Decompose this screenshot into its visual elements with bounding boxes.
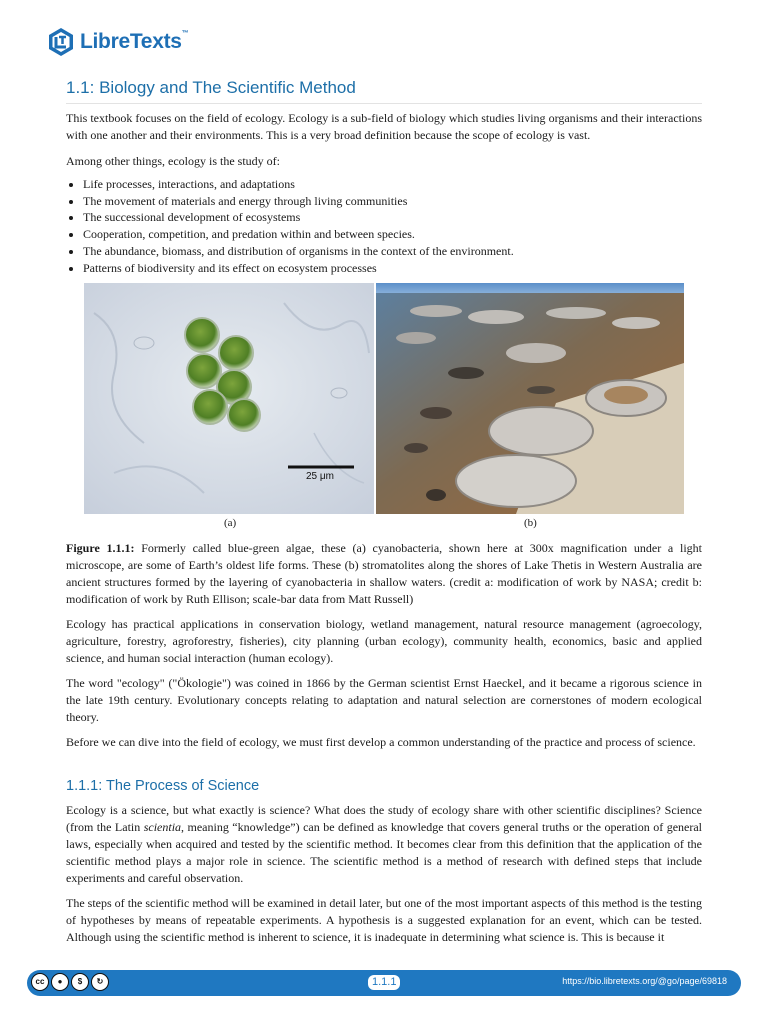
- list-item: • Cooperation, competition, and predation within and between species.: [83, 226, 702, 243]
- cc-license-badge[interactable]: [31, 973, 111, 991]
- figure-label-a: (a): [224, 517, 237, 530]
- attribution-icon: ●: [51, 973, 69, 991]
- ecology-topics-list: [66, 176, 702, 276]
- scale-bar-label: 25 μm: [306, 471, 334, 483]
- applications-paragraph: Ecology has practical applications in conservation biology, wetland management, natural resource management (agroecology, agriculture, forestry, agroforestry, fisheries), city planning (urban ecology), community health, economics, basic and applied science, and human social interaction (human ecology).: [66, 617, 702, 666]
- scientific-method-paragraph: The steps of the scientific method will be examined in detail later, but one of the most important aspects of this method is the testing of hypotheses by means of repeatable experiments. A hypothesis is a suggested explanation for an event, which can be tested. Although using the scientific method is inherent to science, it is inadequate in determining what science is. This is because it: [66, 896, 702, 945]
- cc-icon: cc: [31, 973, 49, 991]
- list-item: • Patterns of biodiversity and its effect on ecosystem processes: [83, 260, 702, 277]
- stromatolites-photo: [376, 283, 684, 514]
- word-origin-paragraph: The word "ecology" ("Ökologie") was coined in 1866 by the German scientist Ernst Haeckel, and it became a rigorous science in the late 19th century. Evolutionary concepts relating to adaptation and natural selection are cornerstones of modern ecological theory.: [66, 676, 702, 725]
- figure-images: [84, 283, 684, 514]
- cyanobacteria-micrograph: [84, 283, 374, 514]
- list-item: • The movement of materials and energy through living communities: [83, 193, 702, 210]
- figure-caption-label: Figure 1.1.1:: [66, 541, 135, 556]
- list-item: • Life processes, interactions, and adaptations: [83, 176, 702, 193]
- noncommercial-icon: $: [71, 973, 89, 991]
- page-content: [66, 78, 702, 946]
- among-paragraph: Among other things, ecology is the study of:: [66, 154, 280, 168]
- page-url-link[interactable]: https://bio.libretexts.org/@go/page/69818: [562, 976, 727, 986]
- sharealike-icon: ↻: [91, 973, 109, 991]
- science-paragraph: Ecology is a science, but what exactly is science? What does the study of ecology share with other scientific disciplines? Science (from the Latin scientia, meaning “knowledge”) can be defined as knowledge that covers general truths or the operation of general laws, especially when acquired and tested by the scientific method. It becomes clear from this definition that the application of the scientific method plays a major role in science. The scientific method is a method of research with defined steps that include experiments and careful observation.: [66, 803, 702, 886]
- page-number: 1.1.1: [368, 975, 400, 990]
- figure-caption-text: Formerly called blue-green algae, these (a) cyanobacteria, shown here at 300x magnification under a light microscope, are some of Earth’s oldest life forms. These (b) stromatolites along the shores of Lake Thetis in Western Australia are ancient structures formed by the layering of cyanobacteria in shallow waters. (credit a: modification of work by NASA; credit b: modification of work by Ruth Ellison; scale-bar data from Matt Russell): [66, 541, 702, 607]
- logo-text: LibreTexts™: [80, 30, 189, 53]
- figure-labels: [66, 514, 702, 534]
- section-title-process-of-science: 1.1.1: The Process of Science: [66, 778, 260, 795]
- list-item: • The abundance, biomass, and distribution of organisms in the context of the environment.: [83, 243, 702, 260]
- footer-bar: [27, 970, 741, 996]
- intro-paragraph: This textbook focuses on the field of ecology. Ecology is a sub-field of biology which studies living organisms and their interactions with one another and their environments. This is a very broad definition because the scope of ecology is vast.: [66, 111, 702, 142]
- figure-label-b: (b): [524, 517, 537, 530]
- before-paragraph: Before we can dive into the field of ecology, we must first develop a common understanding of the practice and process of science.: [66, 735, 696, 750]
- figure-caption: [66, 540, 702, 608]
- list-item: • The successional development of ecosystems: [83, 209, 702, 226]
- page-title: 1.1: Biology and The Scientific Method: [66, 78, 702, 104]
- libretexts-logo[interactable]: [47, 27, 188, 57]
- libretexts-logo-icon: [47, 27, 75, 57]
